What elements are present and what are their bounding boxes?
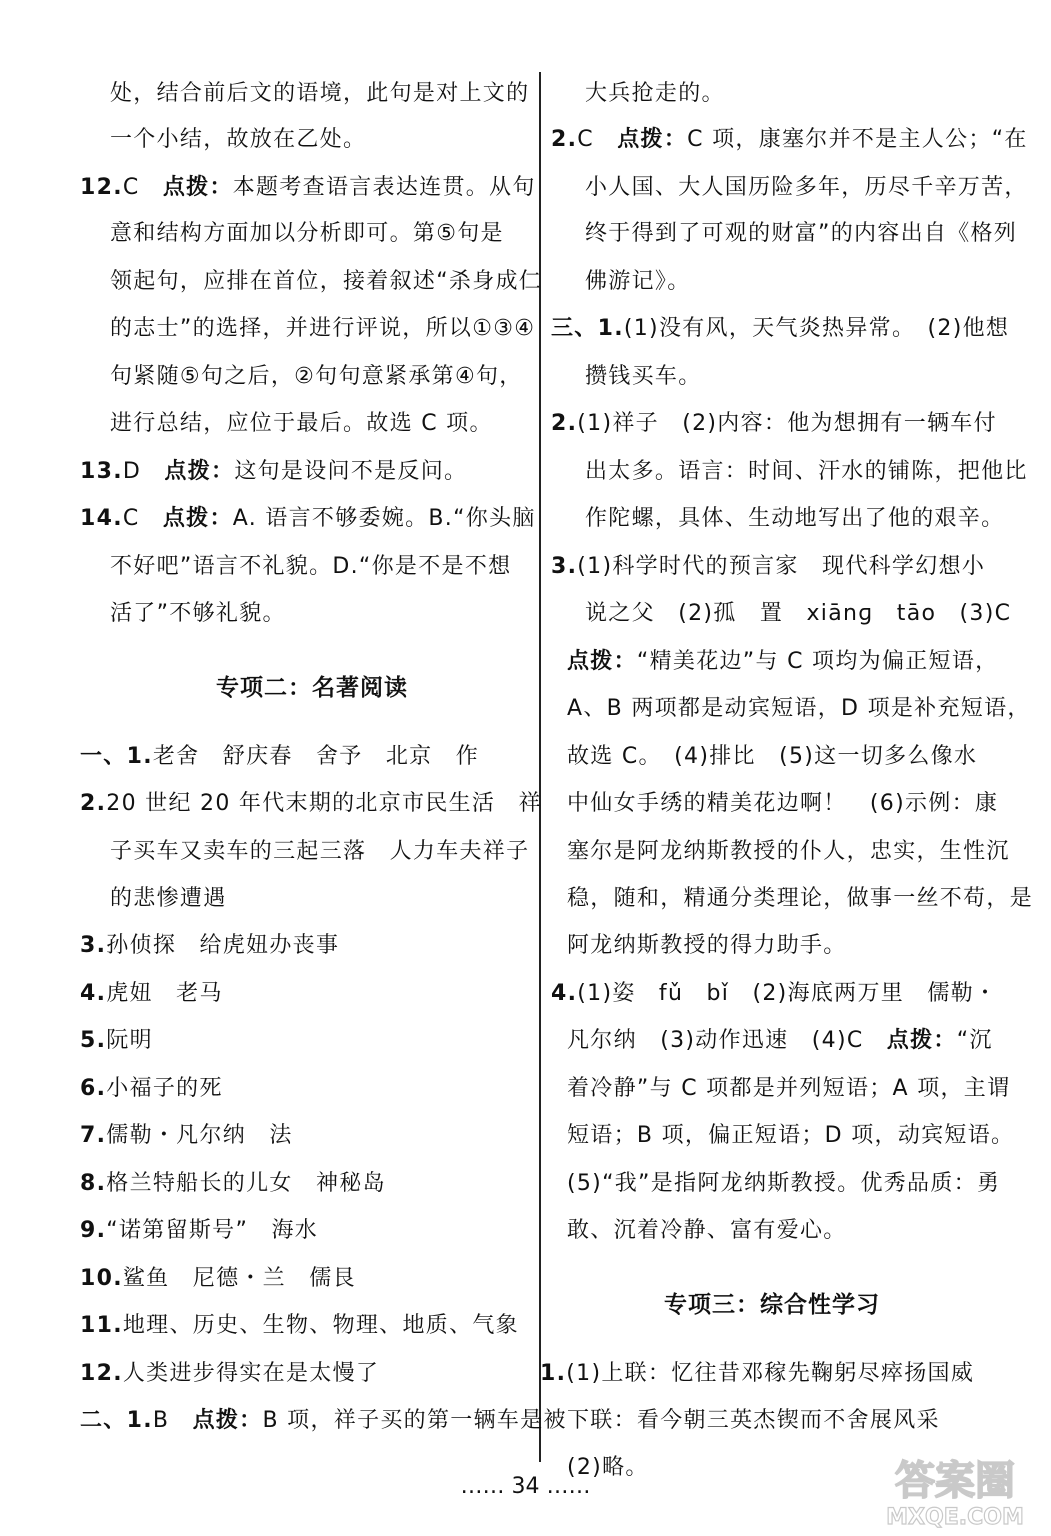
item-number: 7. xyxy=(80,1123,107,1148)
line-text: C xyxy=(122,175,163,200)
line-text: 处，结合前后文的语境，此句是对上文的 xyxy=(110,81,530,106)
text-line xyxy=(80,1407,567,1435)
item-number: 4. xyxy=(551,981,578,1006)
line-text: 着冷静”与 C 项都是并列短语；A 项，主谓 xyxy=(567,1076,1011,1101)
hint-label: 点拨： xyxy=(192,1408,263,1433)
text-line xyxy=(585,363,702,391)
text-line xyxy=(567,1075,1010,1103)
text-line xyxy=(80,1312,519,1340)
line-text: “精美花边”与 C 项均为偏正短语， xyxy=(636,649,999,674)
line-text: 句紧随⑤句之后，②句句意紧承第④句， xyxy=(110,364,523,389)
line-text: 儒勒・凡尔纳 法 xyxy=(106,1123,293,1148)
text-line xyxy=(80,1360,379,1388)
line-text: 的志士”的选择，并进行评说，所以①③④ xyxy=(110,316,536,341)
line-text: 佛游记》。 xyxy=(585,269,691,294)
text-line xyxy=(585,80,725,108)
text-line xyxy=(551,126,1028,154)
text-line xyxy=(80,790,542,818)
text-line xyxy=(110,838,529,866)
line-text: 稳，随和，精通分类理论，做事一丝不苟，是 xyxy=(567,886,1034,911)
line-text: B xyxy=(152,1408,193,1433)
line-text: B 项，祥子买的第一辆车是被 xyxy=(262,1408,567,1433)
text-line xyxy=(80,1075,223,1103)
text-line xyxy=(551,315,1009,343)
text-line xyxy=(110,885,227,913)
line-text: 塞尔是阿龙纳斯教授的仆人，忠实，生性沉 xyxy=(567,839,1010,864)
line-text: (1)上联：忆往昔邓稼先鞠躬尽瘁扬国威 xyxy=(566,1361,975,1386)
line-text: 孙侦探 给虎妞办丧事 xyxy=(106,933,340,958)
text-line xyxy=(567,838,1010,866)
text-line xyxy=(110,126,366,154)
line-text: 活了”不够礼貌。 xyxy=(110,601,286,626)
line-text: 领起句，应排在首位，接着叙述“杀身成仁 xyxy=(110,269,543,294)
line-text: 敢、沉着冷静、富有爱心。 xyxy=(567,1218,847,1243)
text-line xyxy=(80,458,467,486)
text-line xyxy=(551,553,985,581)
line-text: C xyxy=(577,127,618,152)
text-line xyxy=(567,1027,993,1055)
line-text: 说之父 (2)孤 置 xiānɡ tāo (3)C xyxy=(585,601,1012,626)
text-line xyxy=(80,980,223,1008)
line-text: 格兰特船长的儿女 神秘岛 xyxy=(106,1171,386,1196)
text-line xyxy=(80,1170,386,1198)
text-line xyxy=(567,932,847,960)
item-number: 10. xyxy=(80,1266,123,1291)
watermark-text: 答案圈 xyxy=(895,1458,1015,1504)
text-line xyxy=(80,174,536,202)
line-text: A. 语言不够委婉。B.“你头脑 xyxy=(232,506,536,531)
item-number: 12. xyxy=(80,175,123,200)
line-text: “诺第留斯号” 海水 xyxy=(106,1218,319,1243)
line-text: (1)姿 fǔ bǐ (2)海底两万里 儒勒・ xyxy=(577,981,998,1006)
hint-label: 点拨： xyxy=(164,459,235,484)
text-line xyxy=(110,80,529,108)
line-text: 意和结构方面加以分析即可。第⑤句是 xyxy=(110,221,504,246)
item-number: 5. xyxy=(80,1028,107,1053)
text-line xyxy=(80,1122,293,1150)
text-line xyxy=(567,695,1031,723)
line-text: C 项，康塞尔并不是主人公；“在 xyxy=(687,127,1028,152)
text-line xyxy=(80,1217,318,1245)
hint-label: 点拨： xyxy=(886,1028,957,1053)
text-line xyxy=(80,1265,356,1293)
item-number: 6. xyxy=(80,1076,107,1101)
line-text: A、B 两项都是动宾短语，D 项是补充短语， xyxy=(567,696,1031,721)
text-line xyxy=(110,315,535,343)
line-text: 不好吧”语言不礼貌。D.“你是不是不想 xyxy=(110,554,512,579)
item-number: 2. xyxy=(551,127,578,152)
line-text: 作陀螺，具体、生动地写出了他的艰辛。 xyxy=(585,506,1005,531)
item-number: 2. xyxy=(551,411,578,436)
line-text: 20 世纪 20 年代末期的北京市民生活 祥 xyxy=(106,791,542,816)
line-text: 鲨鱼 尼德・兰 儒艮 xyxy=(122,1266,356,1291)
text-line xyxy=(585,458,1028,486)
line-text: 中仙女手绣的精美花边啊！ (6)示例：康 xyxy=(567,791,999,816)
text-line xyxy=(110,220,504,248)
text-line xyxy=(567,1122,1014,1150)
line-text: 的悲惨遭遇 xyxy=(110,886,227,911)
line-text: 人类进步得实在是太慢了 xyxy=(122,1361,380,1386)
hint-label: 点拨： xyxy=(617,127,688,152)
line-text: 终于得到了可观的财富”的内容出自《格列 xyxy=(585,221,1018,246)
item-number: 一、1. xyxy=(80,744,153,769)
item-number: 三、1. xyxy=(551,316,624,341)
hint-label: 点拨： xyxy=(567,649,637,674)
hint-label: 点拨： xyxy=(162,175,233,200)
text-line xyxy=(567,885,1033,913)
item-number: 4. xyxy=(80,981,107,1006)
line-text: 地理、历史、生物、物理、地质、气象 xyxy=(122,1313,519,1338)
item-number: 9. xyxy=(80,1218,107,1243)
text-line xyxy=(80,1027,153,1055)
line-text: D xyxy=(122,459,165,484)
line-text: 老舍 舒庆春 舍予 北京 作 xyxy=(152,744,480,769)
text-line xyxy=(80,932,339,960)
text-line xyxy=(110,268,542,296)
text-line xyxy=(585,600,1011,628)
line-text: 短语；B 项，偏正短语；D 项，动宾短语。 xyxy=(567,1123,1015,1148)
item-number: 二、1. xyxy=(80,1408,153,1433)
text-line xyxy=(567,790,998,818)
text-line xyxy=(585,268,691,296)
line-text: (1)祥子 (2)内容：他为想拥有一辆车付 xyxy=(577,411,997,436)
line-text: 下联：看今朝三英杰锲而不舍展风采 xyxy=(567,1408,940,1433)
line-text: “沉 xyxy=(956,1028,993,1053)
page-number: …… 34 …… xyxy=(460,1474,591,1499)
item-number: 14. xyxy=(80,506,123,531)
text-line xyxy=(80,505,536,533)
line-text: 小福子的死 xyxy=(106,1076,223,1101)
line-text: 攒钱买车。 xyxy=(585,364,702,389)
watermark-url: MXQE.COM xyxy=(886,1505,1024,1530)
line-text: 大兵抢走的。 xyxy=(585,81,725,106)
text-line xyxy=(551,980,997,1008)
item-number: 2. xyxy=(80,791,107,816)
line-text: (1)科学时代的预言家 现代科学幻想小 xyxy=(577,554,986,579)
text-line xyxy=(80,743,479,771)
line-text: 故选 C。 (4)排比 (5)这一切多么像水 xyxy=(567,744,978,769)
watermark-logo xyxy=(865,1450,1045,1530)
text-line xyxy=(585,220,1017,248)
line-text: 阿龙纳斯教授的得力助手。 xyxy=(567,933,847,958)
line-text: (5)“我”是指阿龙纳斯教授。优秀品质：勇 xyxy=(567,1171,1001,1196)
text-line xyxy=(551,410,997,438)
text-line xyxy=(110,600,286,628)
item-number: 1. xyxy=(540,1361,567,1386)
hint-label: 点拨： xyxy=(162,506,233,531)
line-text: 子买车又卖车的三起三落 人力车夫祥子 xyxy=(110,839,530,864)
item-number: 3. xyxy=(80,933,107,958)
item-number: 3. xyxy=(551,554,578,579)
line-text: 这句是设问不是反问。 xyxy=(234,459,468,484)
item-number: 12. xyxy=(80,1361,123,1386)
text-line xyxy=(567,1407,940,1435)
item-number: 8. xyxy=(80,1171,107,1196)
text-line xyxy=(567,1170,1000,1198)
line-text: (2)略。 xyxy=(567,1455,649,1480)
section-heading-comprehensive: 专项三：综合性学习 xyxy=(664,1292,880,1318)
section-heading-classics: 专项二：名著阅读 xyxy=(216,675,408,701)
line-text: 进行总结，应位于最后。故选 C 项。 xyxy=(110,411,493,436)
item-number: 11. xyxy=(80,1313,123,1338)
line-text: 一个小结，故放在乙处。 xyxy=(110,127,367,152)
text-line xyxy=(540,1360,974,1388)
text-line xyxy=(567,648,998,676)
text-line xyxy=(110,410,493,438)
text-line xyxy=(567,743,977,771)
line-text: (1)没有风，天气炎热异常。 (2)他想 xyxy=(623,316,1010,341)
line-text: 出太多。语言：时间、汗水的铺陈，把他比 xyxy=(585,459,1028,484)
text-line xyxy=(110,553,511,581)
line-text: 虎妞 老马 xyxy=(106,981,223,1006)
line-text: 小人国、大人国历险多年，历尽千辛万苦， xyxy=(585,175,1028,200)
text-line xyxy=(110,363,523,391)
text-line xyxy=(567,1217,847,1245)
line-text: 凡尔纳 (3)动作迅速 (4)C xyxy=(567,1028,887,1053)
line-text: 本题考查语言表达连贯。从句 xyxy=(232,175,536,200)
line-text: C xyxy=(122,506,163,531)
text-line xyxy=(585,174,1028,202)
line-text: 阮明 xyxy=(106,1028,153,1053)
text-line xyxy=(585,505,1004,533)
item-number: 13. xyxy=(80,459,123,484)
